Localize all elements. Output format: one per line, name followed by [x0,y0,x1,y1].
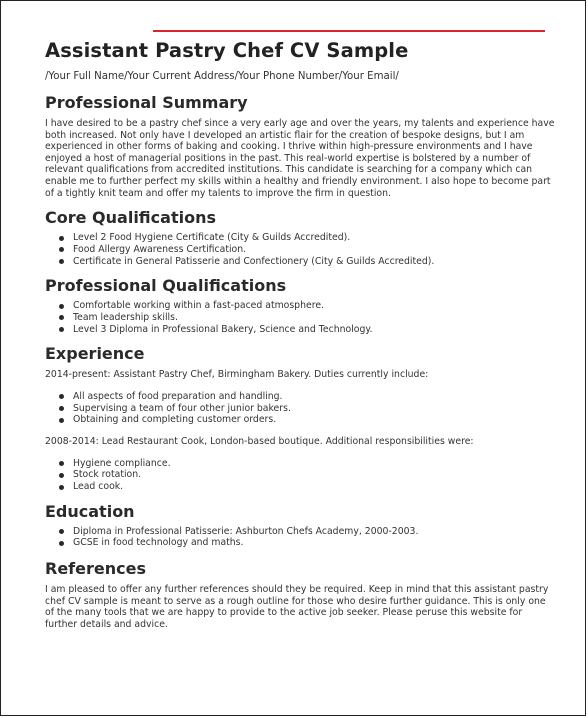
list-item: Lead cook. [73,481,555,493]
job2-duties-list [45,458,555,493]
list-item: GCSE in food technology and maths. [73,537,555,549]
job2-intro: 2008-2014: Lead Restaurant Cook, London-based boutique. Additional responsibilities were: [45,436,474,448]
core-qualifications-list [45,232,555,267]
core-qualifications-heading: Core Qualifications [45,208,216,228]
education-list [45,526,555,549]
list-item: Supervising a team of four other junior bakers. [73,403,555,415]
professional-qualifications-list [45,300,555,335]
list-item: Stock rotation. [73,469,555,481]
list-item: All aspects of food preparation and handling. [73,391,555,403]
job1-intro: 2014-present: Assistant Pastry Chef, Birmingham Bakery. Duties currently include: [45,369,429,381]
list-item: Obtaining and completing customer orders. [73,414,555,426]
list-item: Team leadership skills. [73,312,555,324]
contact-line: /Your Full Name/Your Current Address/Your Phone Number/Your Email/ [45,71,399,82]
references-text: I am pleased to offer any further references should they be required. Keep in mind that this assistant pastry chef CV sample is meant to serve as a rough outline for those who desire further guidance. This is only one of the many tools that we are happy to provide to the active job seeker. Please peruse this website for further details and advice. [45,584,549,630]
education-heading: Education [45,501,135,521]
list-item: Hygiene compliance. [73,458,555,470]
list-item: Level 2 Food Hygiene Certificate (City & Guilds Accredited). [73,232,555,244]
list-item: Food Allergy Awareness Certification. [73,244,555,256]
summary-text: I have desired to be a pastry chef since a very early age and over the years, my talents and experience have both increased. Not only have I developed an artistic flair for the creation of bespoke designs, but I am experienced in other forms of baking and cooking. I thrive within high-pressure environments and I have enjoyed a host of managerial positions in the past. This real-world expertise is bolstered by a number of relevant qualifications from accredited institutions. This candidate is searching for a company which can enable me to further perfect my skills within a healthy and friendly environment. I also hope to become part of a tightly knit team and offer my talents to improve the firm in question. [45,118,555,199]
references-heading: References [45,559,146,579]
list-item: Comfortable working within a fast-paced atmosphere. [73,300,555,312]
list-item: Diploma in Professional Patisserie: Ashburton Chefs Academy, 2000-2003. [73,526,555,538]
document-title: Assistant Pastry Chef CV Sample [45,39,409,62]
list-item: Level 3 Diploma in Professional Bakery, Science and Technology. [73,324,555,336]
title-accent-rule [153,30,545,32]
cv-content [45,39,555,631]
summary-heading: Professional Summary [45,93,248,112]
list-item: Certificate in General Patisserie and Confectionery (City & Guilds Accredited). [73,256,555,268]
job1-duties-list [45,391,555,426]
experience-heading: Experience [45,344,145,364]
professional-qualifications-heading: Professional Qualifications [45,276,287,296]
